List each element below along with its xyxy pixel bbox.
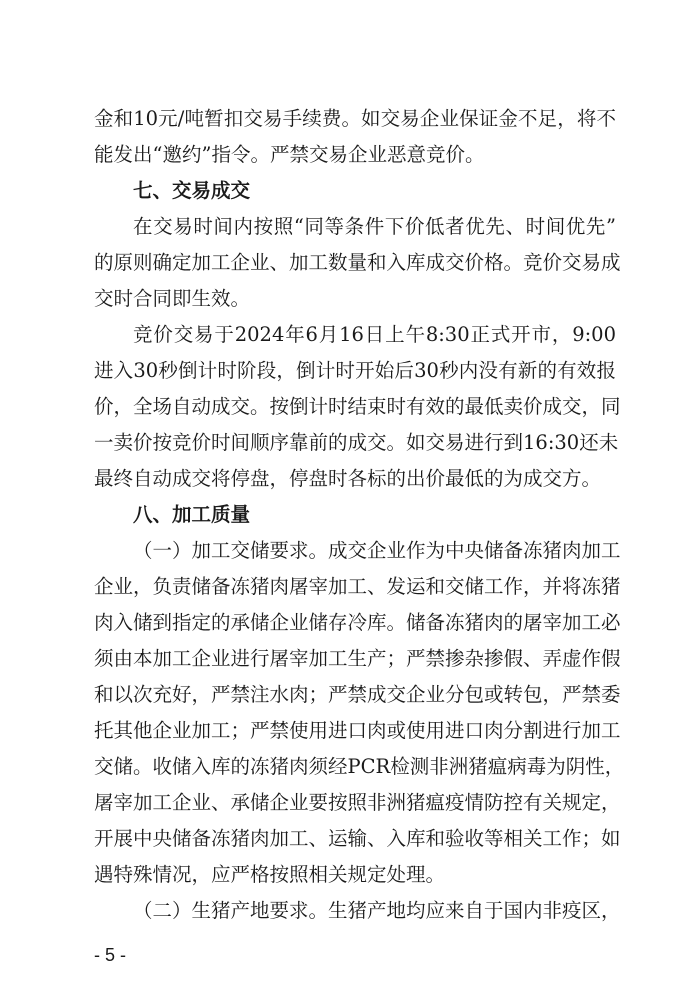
page-number: - 5 - [94,945,127,965]
paragraph-line: 竞价交易于2024年6月16日上午8:30正式开市，9:00 [133,323,616,346]
paragraph-line: 交时合同即生效。 [94,287,251,310]
paragraph-line: 遇特殊情况，应严格按照相关规定处理。 [94,863,446,886]
paragraph-line: 须由本加工企业进行屠宰加工生产；严禁掺杂掺假、弄虚作假 [94,647,621,670]
paragraph-line: 进入30秒倒计时阶段，倒计时开始后30秒内没有新的有效报 [94,359,616,382]
paragraph-line: 肉入储到指定的承储企业储存冷库。储备冻猪肉的屠宰加工必 [94,611,621,634]
paragraph-line: （二）生猪产地要求。生猪产地均应来自于国内非疫区， [133,899,621,922]
paragraph-line: 托其他企业加工；严禁使用进口肉或使用进口肉分割进行加工 [94,719,621,742]
paragraph-line: 金和10元/吨暂扣交易手续费。如交易企业保证金不足，将不 [94,107,616,130]
section-heading-8: 八、加工质量 [133,503,251,526]
paragraph-line: 价，全场自动成交。按倒计时结束时有效的最低卖价成交，同 [94,395,621,418]
section-heading-7: 七、交易成交 [133,179,251,202]
paragraph-line: 开展中央储备冻猪肉加工、运输、入库和验收等相关工作；如 [94,827,621,850]
paragraph-line: 的原则确定加工企业、加工数量和入库成交价格。竞价交易成 [94,251,621,274]
paragraph-line: 交储。收储入库的冻猪肉须经PCR检测非洲猪瘟病毒为阴性， [94,755,625,778]
paragraph-line: 最终自动成交将停盘，停盘时各标的出价最低的为成交方。 [94,467,602,490]
paragraph-line: （一）加工交储要求。成交企业作为中央储备冻猪肉加工 [133,539,621,562]
paragraph-line: 一卖价按竞价时间顺序靠前的成交。如交易进行到16:30还未 [94,431,619,454]
paragraph-line: 企业，负责储备冻猪肉屠宰加工、发运和交储工作，并将冻猪 [94,575,621,598]
paragraph-line: 和以次充好，严禁注水肉；严禁成交企业分包或转包，严禁委 [94,683,621,706]
paragraph-line: 能发出“邀约”指令。严禁交易企业恶意竞价。 [94,143,485,166]
paragraph-line: 屠宰加工企业、承储企业要按照非洲猪瘟疫情防控有关规定， [94,791,621,814]
paragraph-line: 在交易时间内按照“同等条件下价低者优先、时间优先” [133,215,616,238]
